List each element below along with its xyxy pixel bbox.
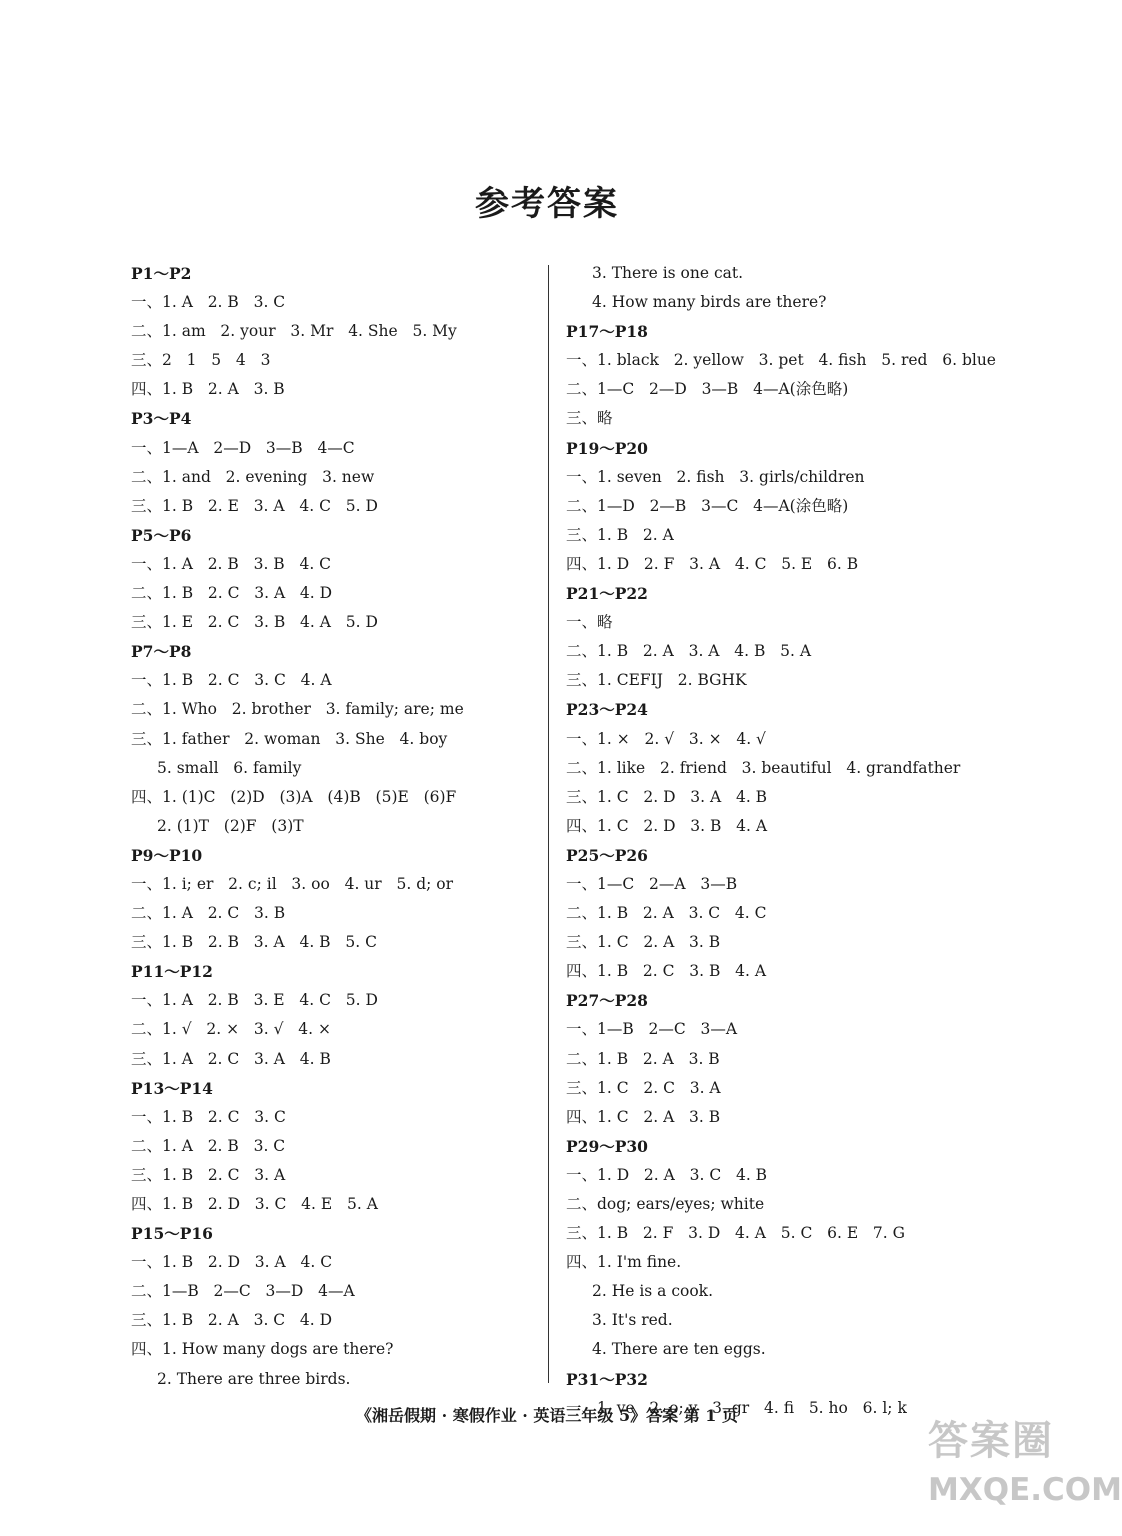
answer-line: 一、1. A 2. B 3. C <box>131 293 286 312</box>
section-heading: P13～P14 <box>131 1078 213 1098</box>
answer-line: 2. There are three birds. <box>157 1369 351 1388</box>
answer-line: 一、1. A 2. B 3. E 4. C 5. D <box>131 991 378 1010</box>
answer-line: 四、1. (1)C (2)D (3)A (4)B (5)E (6)F <box>131 787 457 806</box>
section-heading: P21～P22 <box>566 584 648 604</box>
answer-line: 三、1. B 2. B 3. A 4. B 5. C <box>131 933 377 952</box>
answer-line: 2. (1)T (2)F (3)T <box>157 816 304 835</box>
answer-line: 三、1. C 2. A 3. B <box>566 933 721 952</box>
answer-line: 二、1. A 2. C 3. B <box>131 904 286 923</box>
page-title: 参考答案 <box>475 184 619 224</box>
answer-line: 四、1. B 2. C 3. B 4. A <box>566 962 767 981</box>
answer-line: 一、1. i; er 2. c; il 3. oo 4. ur 5. d; or <box>131 874 454 893</box>
answer-line: 4. How many birds are there? <box>592 293 827 312</box>
answer-column-left <box>131 259 531 1394</box>
answer-line: 一、1. A 2. B 3. B 4. C <box>131 554 332 573</box>
answer-line: 三、1. B 2. C 3. A <box>131 1165 286 1184</box>
answer-line: 四、1. C 2. D 3. B 4. A <box>566 816 768 835</box>
watermark-en: MXQE.COM <box>928 1472 1122 1508</box>
answer-line: 一、1. B 2. D 3. A 4. C <box>131 1253 333 1272</box>
section-heading: P9～P10 <box>131 845 203 865</box>
answer-line: 一、1—A 2—D 3—B 4—C <box>131 438 355 457</box>
section-heading: P5～P6 <box>131 525 192 545</box>
answer-line: 四、1. D 2. F 3. A 4. C 5. E 6. B <box>566 554 859 573</box>
page-footer: 《湘岳假期 · 寒假作业 · 英语三年级 5》答案 第 1 页 <box>356 1406 738 1425</box>
answer-line: 二、1. B 2. A 3. C 4. C <box>566 904 767 923</box>
answer-line: 一、1. ve 2. o; y 3. gr 4. fi 5. ho 6. l; k <box>566 1398 907 1417</box>
section-heading: P15～P16 <box>131 1224 213 1244</box>
answer-line: 三、1. C 2. C 3. A <box>566 1078 721 1097</box>
answer-line: 二、1. am 2. your 3. Mr 4. She 5. My <box>131 322 457 341</box>
answer-line: 四、1. How many dogs are there? <box>131 1340 394 1359</box>
answer-line: 三、略 <box>566 409 613 428</box>
answer-line: 二、1. B 2. C 3. A 4. D <box>131 584 333 603</box>
watermark-cn: 答案圈 <box>928 1417 1054 1464</box>
answer-line: 二、1. B 2. A 3. B <box>566 1049 720 1068</box>
answer-line: 2. He is a cook. <box>592 1282 714 1301</box>
answer-line: 四、1. C 2. A 3. B <box>566 1107 721 1126</box>
answer-line: 三、1. E 2. C 3. B 4. A 5. D <box>131 613 378 632</box>
answer-line: 一、1. seven 2. fish 3. girls/children <box>566 467 865 486</box>
watermark-logo <box>928 1412 1122 1528</box>
answer-line: 5. small 6. family <box>157 758 302 777</box>
answer-line: 二、dog; ears/eyes; white <box>566 1195 765 1213</box>
answer-line: 4. There are ten eggs. <box>592 1340 766 1359</box>
answer-line: 一、1. × 2. √ 3. × 4. √ <box>566 729 766 748</box>
answer-line: 一、1. black 2. yellow 3. pet 4. fish 5. red 6. blue <box>566 351 996 370</box>
answer-line: 3. It's red. <box>592 1311 673 1330</box>
answer-line: 二、1. and 2. evening 3. new <box>131 467 375 486</box>
section-heading: P31～P32 <box>566 1369 648 1389</box>
answer-line: 二、1. A 2. B 3. C <box>131 1136 286 1155</box>
answer-line: 三、1. A 2. C 3. A 4. B <box>131 1049 331 1068</box>
answer-line: 四、1. I'm fine. <box>566 1253 682 1272</box>
answer-line: 三、1. B 2. F 3. D 4. A 5. C 6. E 7. G <box>566 1224 906 1243</box>
answer-line: 四、1. B 2. D 3. C 4. E 5. A <box>131 1195 378 1213</box>
answer-line: 三、1. B 2. E 3. A 4. C 5. D <box>131 496 378 515</box>
answer-line: 二、1. B 2. A 3. A 4. B 5. A <box>566 642 812 661</box>
section-heading: P23～P24 <box>566 700 648 720</box>
answer-line: 二、1—B 2—C 3—D 4—A <box>131 1282 355 1301</box>
answer-line: 一、1—C 2—A 3—B <box>566 874 738 893</box>
section-heading: P11～P12 <box>131 962 213 982</box>
section-heading: P3～P4 <box>131 409 192 429</box>
section-heading: P25～P26 <box>566 845 648 865</box>
answer-line: 二、1—D 2—B 3—C 4—A(涂色略) <box>566 496 849 515</box>
answer-line: 三、2 1 5 4 3 <box>131 351 271 370</box>
answer-line: 3. There is one cat. <box>592 264 744 282</box>
section-heading: P17～P18 <box>566 322 648 342</box>
answer-line: 二、1. √ 2. × 3. √ 4. × <box>131 1020 331 1039</box>
answer-line: 三、1. C 2. D 3. A 4. B <box>566 787 768 806</box>
answer-line: 二、1. like 2. friend 3. beautiful 4. grandfather <box>566 758 961 777</box>
answer-line: 二、1—C 2—D 3—B 4—A(涂色略) <box>566 380 849 399</box>
column-divider <box>548 265 549 1383</box>
section-heading: P29～P30 <box>566 1136 648 1156</box>
answer-line: 一、1. D 2. A 3. C 4. B <box>566 1165 768 1184</box>
answer-line: 四、1. B 2. A 3. B <box>131 380 285 399</box>
answer-line: 三、1. father 2. woman 3. She 4. boy <box>131 729 448 748</box>
answer-line: 三、1. B 2. A 3. C 4. D <box>131 1311 333 1330</box>
section-heading: P19～P20 <box>566 438 648 458</box>
section-heading: P27～P28 <box>566 991 648 1011</box>
answer-column-right <box>566 259 996 1423</box>
answer-line: 一、略 <box>566 613 613 632</box>
answer-line: 一、1. B 2. C 3. C 4. A <box>131 671 332 690</box>
answer-line: 三、1. CEFIJ 2. BGHK <box>566 671 747 690</box>
answer-line: 三、1. B 2. A <box>566 525 674 544</box>
answer-line: 一、1—B 2—C 3—A <box>566 1020 738 1039</box>
answer-line: 二、1. Who 2. brother 3. family; are; me <box>131 700 464 719</box>
section-heading: P7～P8 <box>131 642 192 662</box>
section-heading: P1～P2 <box>131 264 192 283</box>
answer-line: 一、1. B 2. C 3. C <box>131 1107 286 1126</box>
